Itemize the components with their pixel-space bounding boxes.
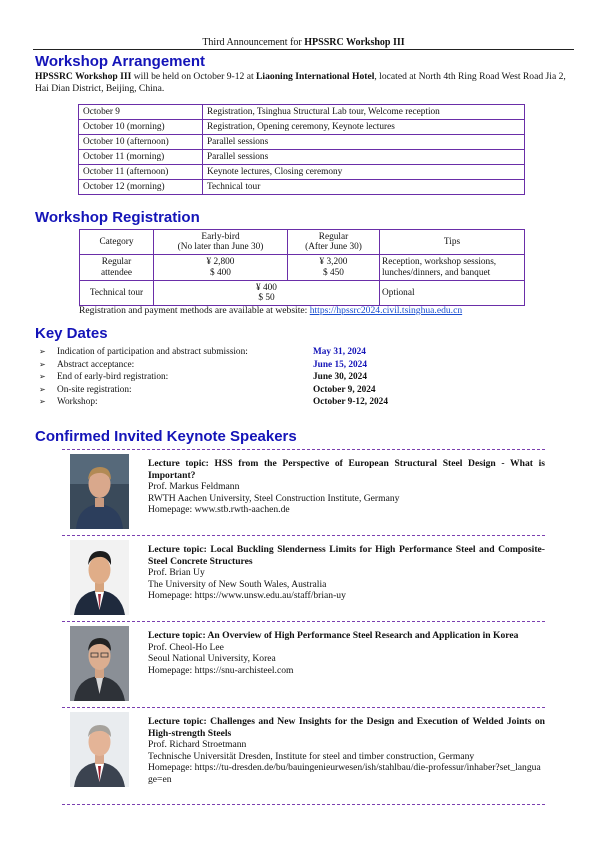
schedule-event: Technical tour	[203, 180, 525, 195]
speaker-homepage: Homepage: https://snu-archisteel.com	[148, 664, 294, 676]
lecture-topic: Lecture topic: Local Buckling Slenderness Limits for High Performance Steel and Composite-Steel Concrete Structures	[148, 544, 545, 567]
lecture-topic: Lecture topic: An Overview of High Performance Steel Research and Application in Korea	[148, 630, 519, 641]
schedule-event: Registration, Opening ceremony, Keynote lectures	[203, 120, 525, 135]
speaker-divider	[62, 535, 545, 536]
key-dates-heading: Key Dates	[35, 325, 108, 342]
date-label: End of early-bird registration:	[57, 372, 169, 383]
speaker-card	[62, 538, 545, 620]
speaker-homepage: Homepage: https://www.unsw.edu.au/staff/brian-uy	[148, 590, 346, 602]
regular-fee-cell	[288, 255, 380, 281]
table-row	[79, 135, 525, 150]
speaker-card	[62, 624, 545, 706]
speaker-photo	[70, 540, 129, 615]
speaker-homepage: Homepage: https://tu-dresden.de/bu/bauingenieurwesen/ish/stahlbau/die-professur/inhaber?set_language=en	[148, 762, 541, 785]
date-label: Abstract acceptance:	[57, 359, 135, 370]
date-label: Indication of participation and abstract submission:	[57, 347, 248, 357]
intro-middle-text: will be held on October 9-12 at	[131, 71, 257, 82]
table-row	[79, 180, 525, 195]
header-rule	[33, 49, 574, 50]
schedule-day: October 10 (afternoon)	[79, 135, 203, 150]
speaker-info	[148, 544, 545, 602]
table-row	[80, 281, 525, 306]
category-cell: Technical tour	[80, 281, 154, 306]
speaker-card	[62, 710, 545, 798]
registration-note	[79, 305, 462, 316]
table-row	[79, 150, 525, 165]
arrow-bullet-icon: ➢	[39, 384, 46, 394]
speaker-photo	[70, 712, 129, 787]
speaker-info	[148, 716, 545, 786]
date-value: October 9-12, 2024	[313, 397, 388, 408]
fee-cny: ¥ 400	[256, 282, 277, 293]
date-label: On-site registration:	[57, 384, 132, 395]
speaker-homepage: Homepage: www.stb.rwth-aachen.de	[148, 504, 290, 516]
intro-workshop-name: HPSSRC Workshop III	[35, 71, 132, 82]
speaker-divider	[62, 804, 545, 805]
date-label: Workshop:	[57, 397, 98, 408]
intro-end-text: , located at North 4th Ring Road West Road Jia 2, Hai Dian District, Beijing, China.	[35, 71, 566, 94]
header-regular-sub: (After June 30)	[305, 242, 362, 252]
speaker-photo	[70, 454, 129, 529]
table-row	[79, 105, 525, 120]
category-line: Regular	[101, 257, 132, 267]
lecture-topic: Lecture topic: HSS from the Perspective of European Structural Steel Design - What is Important?	[148, 458, 545, 481]
schedule-day: October 10 (morning)	[79, 120, 203, 135]
speaker-affiliation: RWTH Aachen University, Steel Construction Institute, Germany	[148, 492, 400, 504]
header-tips: Tips	[380, 230, 525, 255]
header-early-bird	[154, 230, 288, 255]
schedule-event: Registration, Tsinghua Structural Lab tour, Welcome reception	[203, 105, 525, 120]
speaker-name: Prof. Richard Stroetmann	[148, 739, 247, 751]
list-item	[39, 347, 579, 360]
header-regular	[288, 230, 380, 255]
registration-table	[79, 229, 525, 306]
page-header	[33, 37, 574, 48]
schedule-event: Parallel sessions	[203, 150, 525, 165]
header-workshop-name: HPSSRC Workshop III	[304, 37, 405, 48]
tips-cell: Reception, workshop sessions, lunches/dinners, and banquet	[380, 255, 525, 281]
list-item	[39, 360, 579, 373]
header-early-bird-title: Early-bird	[201, 231, 240, 242]
header-early-bird-sub: (No later than June 30)	[177, 242, 264, 252]
date-value: June 15, 2024	[313, 359, 367, 370]
early-fee-cell	[154, 255, 288, 281]
date-value: June 30, 2024	[313, 372, 367, 383]
speakers-heading: Confirmed Invited Keynote Speakers	[35, 428, 297, 445]
arrangement-heading: Workshop Arrangement	[35, 53, 206, 70]
registration-heading: Workshop Registration	[35, 209, 200, 226]
fee-usd: $ 50	[258, 293, 275, 303]
tips-cell: Optional	[380, 281, 525, 306]
table-row	[79, 120, 525, 135]
speaker-info	[148, 630, 545, 676]
speaker-name: Prof. Cheol-Ho Lee	[148, 641, 224, 653]
tour-fee-cell	[154, 281, 380, 306]
registration-website-link[interactable]: https://hpssrc2024.civil.tsinghua.edu.cn	[309, 305, 463, 316]
lecture-topic: Lecture topic: Challenges and New Insights for the Design and Execution of Welded Joints on High-strength Steels	[148, 716, 545, 739]
speaker-affiliation: The University of New South Wales, Australia	[148, 578, 327, 590]
schedule-event: Parallel sessions	[203, 135, 525, 150]
speaker-divider	[62, 707, 545, 708]
category-line: attendee	[101, 267, 132, 278]
speaker-card	[62, 452, 545, 532]
speaker-divider	[62, 621, 545, 622]
speaker-name: Prof. Markus Feldmann	[148, 481, 240, 493]
header-prefix: Third Announcement for	[202, 37, 302, 48]
schedule-day: October 12 (morning)	[79, 180, 203, 195]
header-regular-title: Regular	[318, 231, 349, 242]
speaker-info	[148, 458, 545, 516]
arrow-bullet-icon: ➢	[39, 347, 46, 356]
fee-cny: ¥ 2,800	[206, 257, 235, 267]
schedule-table	[78, 104, 525, 195]
schedule-day: October 11 (morning)	[79, 150, 203, 165]
arrangement-intro	[35, 71, 575, 94]
table-row	[79, 165, 525, 180]
speaker-affiliation: Seoul National University, Korea	[148, 653, 276, 665]
speaker-name: Prof. Brian Uy	[148, 567, 205, 579]
fee-cny: ¥ 3,200	[319, 257, 348, 267]
schedule-day: October 11 (afternoon)	[79, 165, 203, 180]
registration-note-text: Registration and payment methods are available at website:	[79, 305, 310, 316]
table-row	[80, 230, 525, 255]
arrow-bullet-icon: ➢	[39, 372, 46, 382]
key-dates-list	[39, 347, 579, 410]
list-item	[39, 397, 579, 410]
list-item	[39, 372, 579, 385]
date-value: October 9, 2024	[313, 384, 376, 395]
speaker-affiliation: Technische Universität Dresden, Institute for steel and timber construction, Germany	[148, 750, 475, 762]
table-row	[80, 255, 525, 281]
fee-usd: $ 400	[210, 267, 231, 278]
arrow-bullet-icon: ➢	[39, 359, 46, 369]
date-value: May 31, 2024	[313, 347, 366, 357]
header-category: Category	[80, 230, 154, 255]
fee-usd: $ 450	[323, 267, 344, 278]
schedule-day: October 9	[79, 105, 203, 120]
speaker-divider	[62, 449, 545, 450]
speaker-photo	[70, 626, 129, 701]
intro-hotel: Liaoning International Hotel	[256, 71, 375, 82]
arrow-bullet-icon: ➢	[39, 397, 46, 407]
schedule-event: Keynote lectures, Closing ceremony	[203, 165, 525, 180]
category-cell	[80, 255, 154, 281]
list-item	[39, 385, 579, 398]
